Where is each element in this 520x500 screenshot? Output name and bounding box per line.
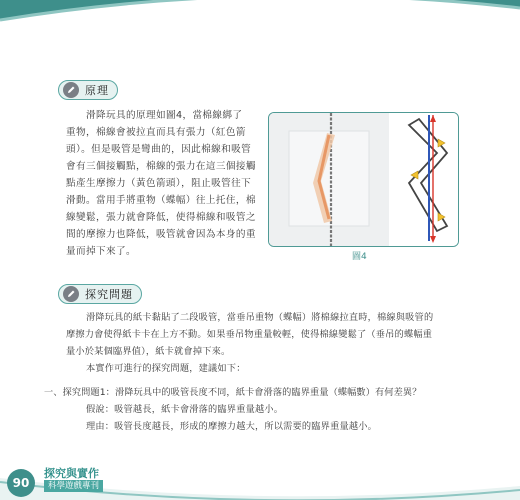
text-line: 量而掉下來了。 (66, 246, 136, 257)
section-title: 原理 (85, 84, 109, 97)
text-line: 摩擦力會使得紙卡卡在上方不動。如果垂吊物重量較輕，使得棉線變鬆了（垂吊的蝶幅重 (66, 329, 433, 340)
text-line: 量小於某個臨界值），紙卡就會掉下來。 (66, 346, 231, 357)
text-line: 線變鬆，張力就會降低，使得棉線和吸管之 (66, 212, 256, 223)
hypothesis-line: 假說：吸管越長，紙卡會滑落的臨界重量越小。 (86, 404, 284, 415)
text-line: 滑降玩具的原理如圖4，當棉線綁了 (86, 110, 243, 121)
question-line: 一、探究問題1：滑降玩具中的吸管長度不同，紙卡會滑落的臨界重量（蝶幅數）有何差異？ (44, 387, 422, 398)
text-line: 點產生摩擦力（黃色箭頭），阻止吸管往下 (66, 178, 252, 189)
book-title: 探究與實作 (44, 467, 99, 480)
text-line: 會有三個接觸點，棉線的張力在這三個接觸 (66, 161, 256, 172)
text-line: 滑動。當用手將重物（蝶幅）往上托住，棉 (66, 195, 256, 206)
figure-4-illustration (269, 113, 458, 246)
figure-4 (268, 112, 459, 247)
section-title: 探究問題 (85, 288, 133, 301)
text-line: 滑降玩具的紙卡黏貼了二段吸管，當垂吊重物（蝶幅）將棉線拉直時，棉線與吸管的 (86, 312, 434, 323)
text-line: 本實作可進行的探究問題，建議如下： (86, 363, 246, 374)
pencil-icon (63, 82, 79, 98)
reason-line: 理由：吸管長度越長，形成的摩擦力越大，所以需要的臨界重量越小。 (86, 421, 378, 432)
pencil-icon (63, 286, 79, 302)
figure-caption: 圖4 (352, 252, 367, 262)
header-arc-decoration (0, 0, 520, 60)
book-subtitle: 科學遊戲專刊 (44, 480, 103, 492)
section-header-principle (58, 80, 118, 100)
text-line: 間的摩擦力也降低，吸管就會因為本身的重 (66, 229, 256, 240)
text-line: 頭）。但是吸管是彎曲的，因此棉線和吸管 (66, 144, 252, 155)
section-header-inquiry (58, 284, 142, 304)
page-number: 90 (12, 476, 30, 490)
text-line: 重物，棉線會被拉直而具有張力（紅色箭 (66, 127, 246, 138)
